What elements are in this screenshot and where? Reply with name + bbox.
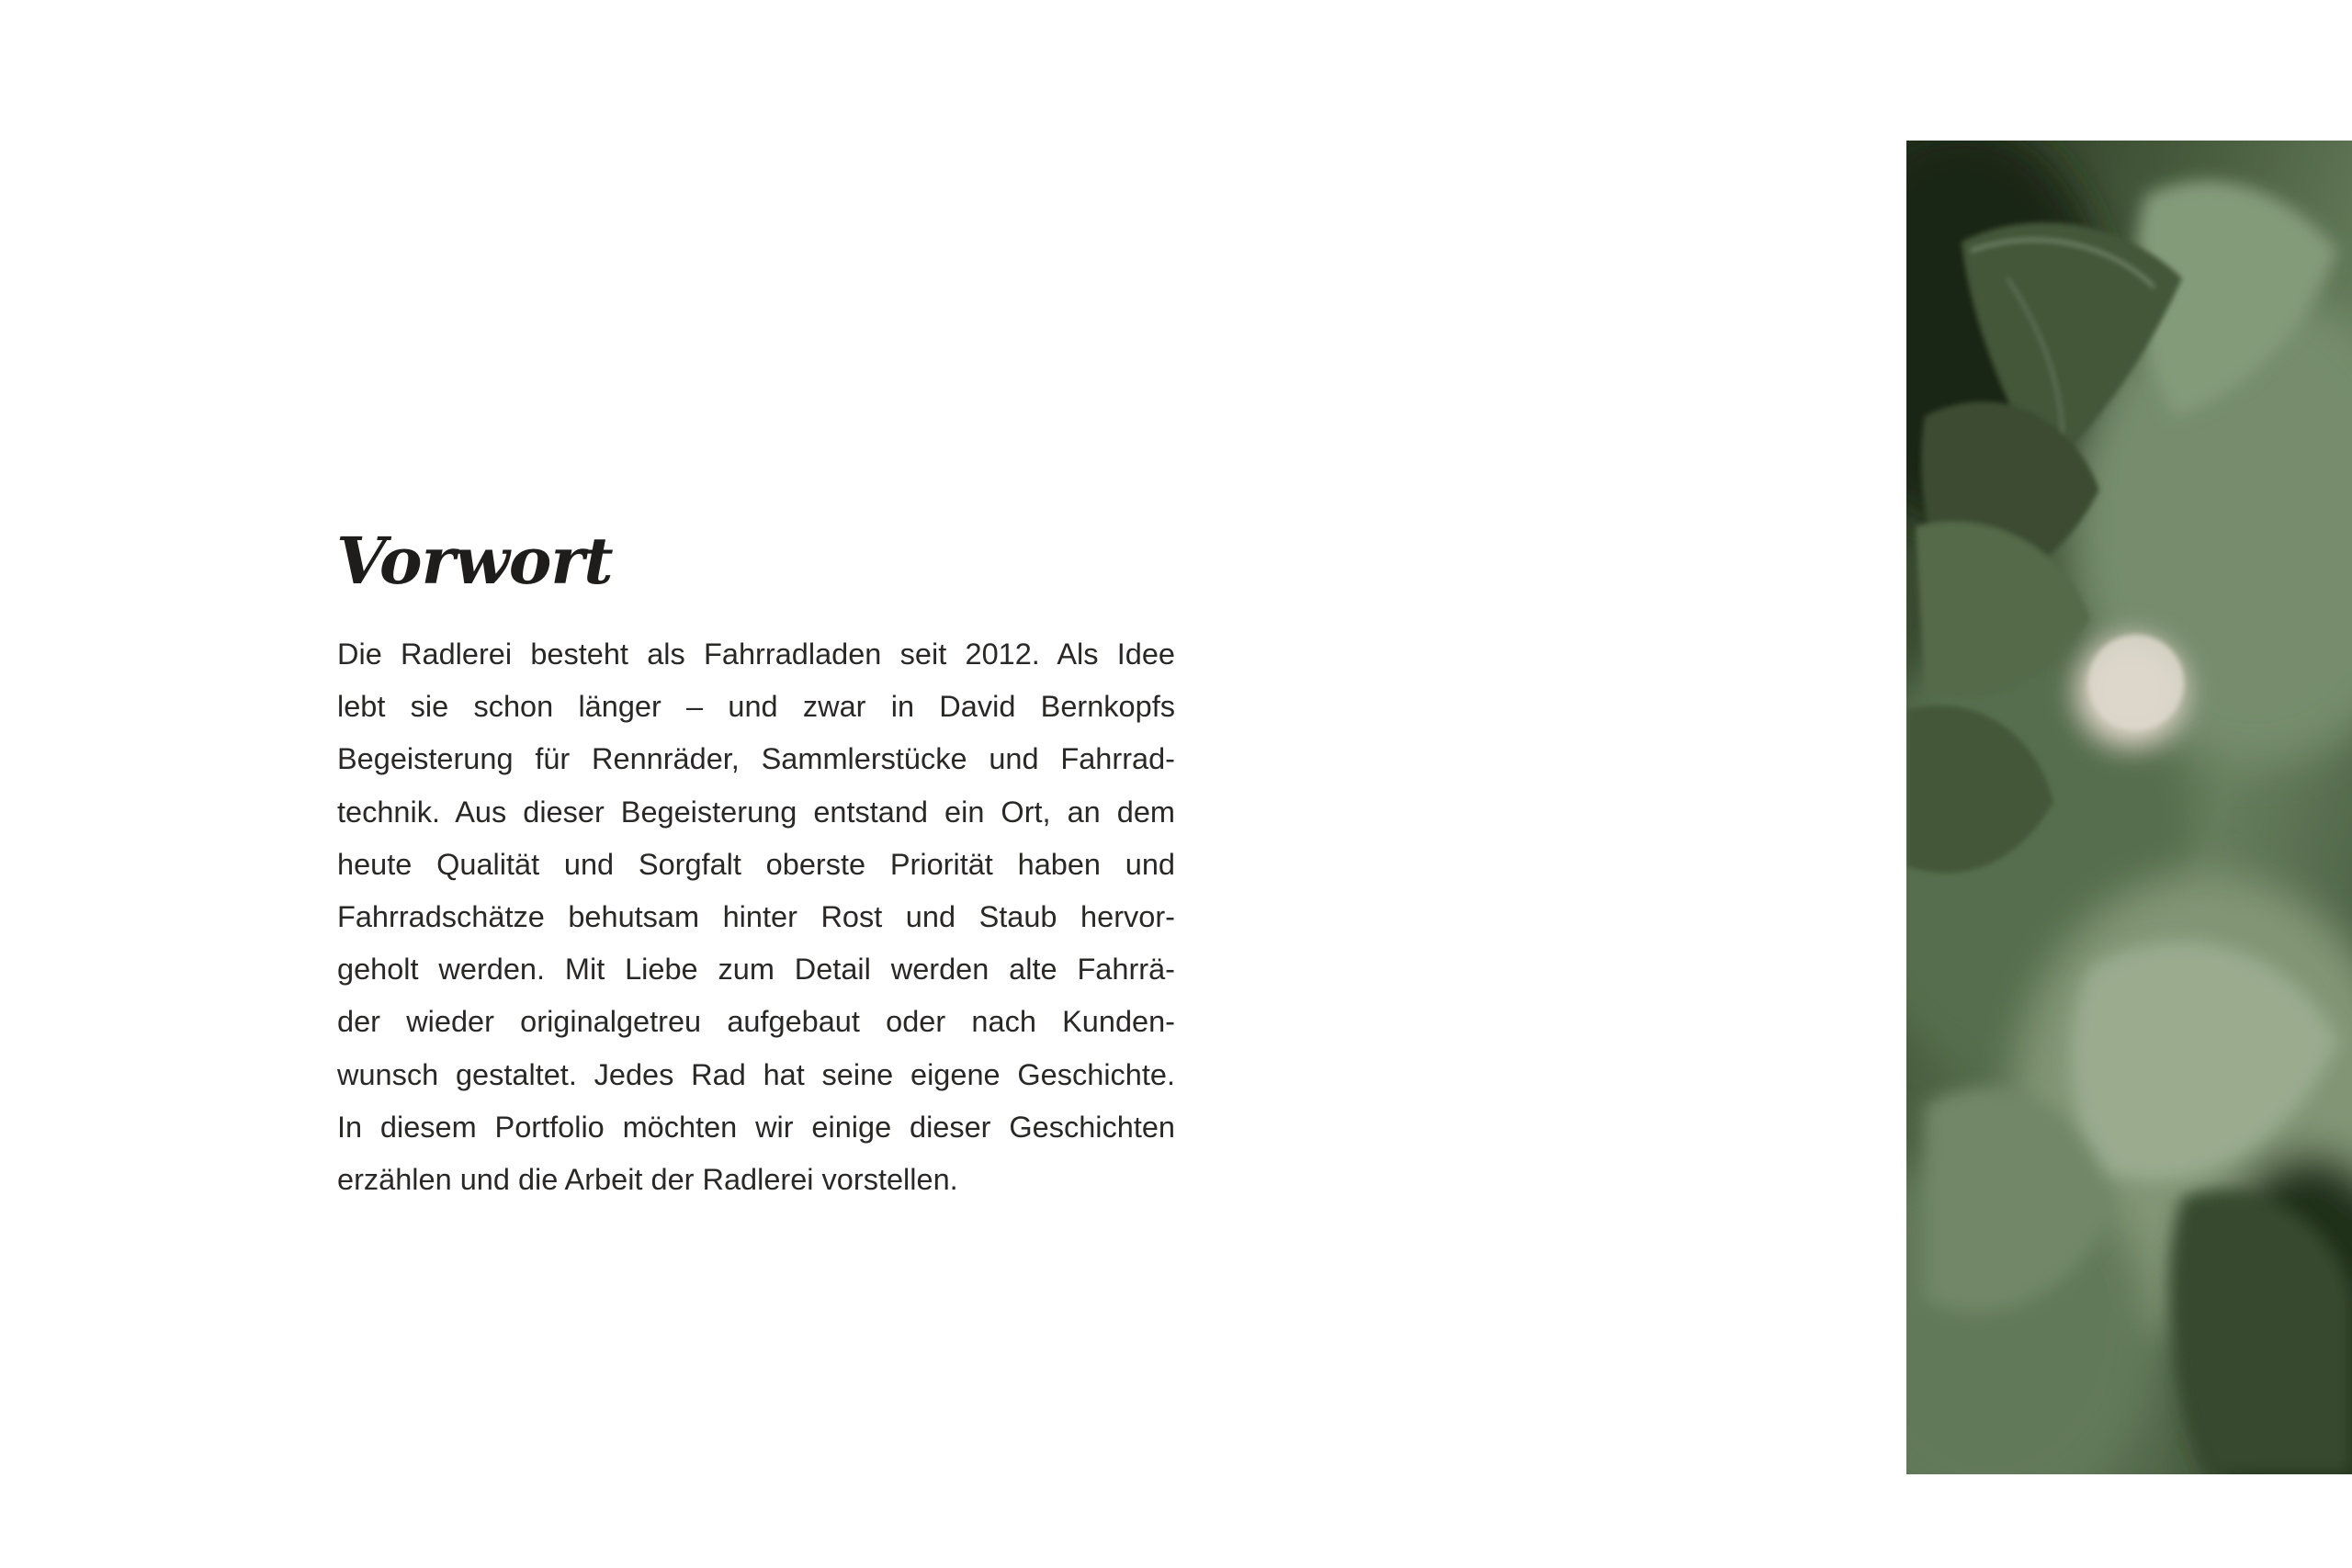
ivy-leaves-photo <box>1906 141 2352 1474</box>
paragraph-line: In diesem Portfolio möchten wir einige dieser Geschichten <box>337 1110 1175 1144</box>
ivy-leaves-illustration <box>1906 141 2352 1474</box>
paragraph-line: der wieder originalgetreu aufgebaut oder nach Kunden- <box>337 1005 1175 1039</box>
paragraph-line: Begeisterung für Rennräder, Sammlerstücke und Fahrrad- <box>337 742 1175 776</box>
intro-paragraph <box>337 628 1175 1206</box>
page-title: Vorwort <box>336 523 613 599</box>
paragraph-line: geholt werden. Mit Liebe zum Detail werden alte Fahrrä- <box>337 953 1175 987</box>
paragraph-line: heute Qualität und Sorgfalt oberste Priorität haben und <box>337 847 1175 881</box>
paragraph-line: erzählen und die Arbeit der Radlerei vorstellen. <box>337 1162 958 1196</box>
paragraph-line: Fahrradschätze behutsam hinter Rost und Staub hervor- <box>337 899 1175 933</box>
paragraph-line: wunsch gestaltet. Jedes Rad hat seine eigene Geschichte. <box>337 1057 1175 1091</box>
paragraph-line: lebt sie schon länger – und zwar in David Bernkopfs <box>337 690 1175 724</box>
paragraph-line: technik. Aus dieser Begeisterung entstand ein Ort, an dem <box>337 795 1175 829</box>
paragraph-line: Die Radlerei besteht als Fahrradladen seit 2012. Als Idee <box>337 637 1175 671</box>
